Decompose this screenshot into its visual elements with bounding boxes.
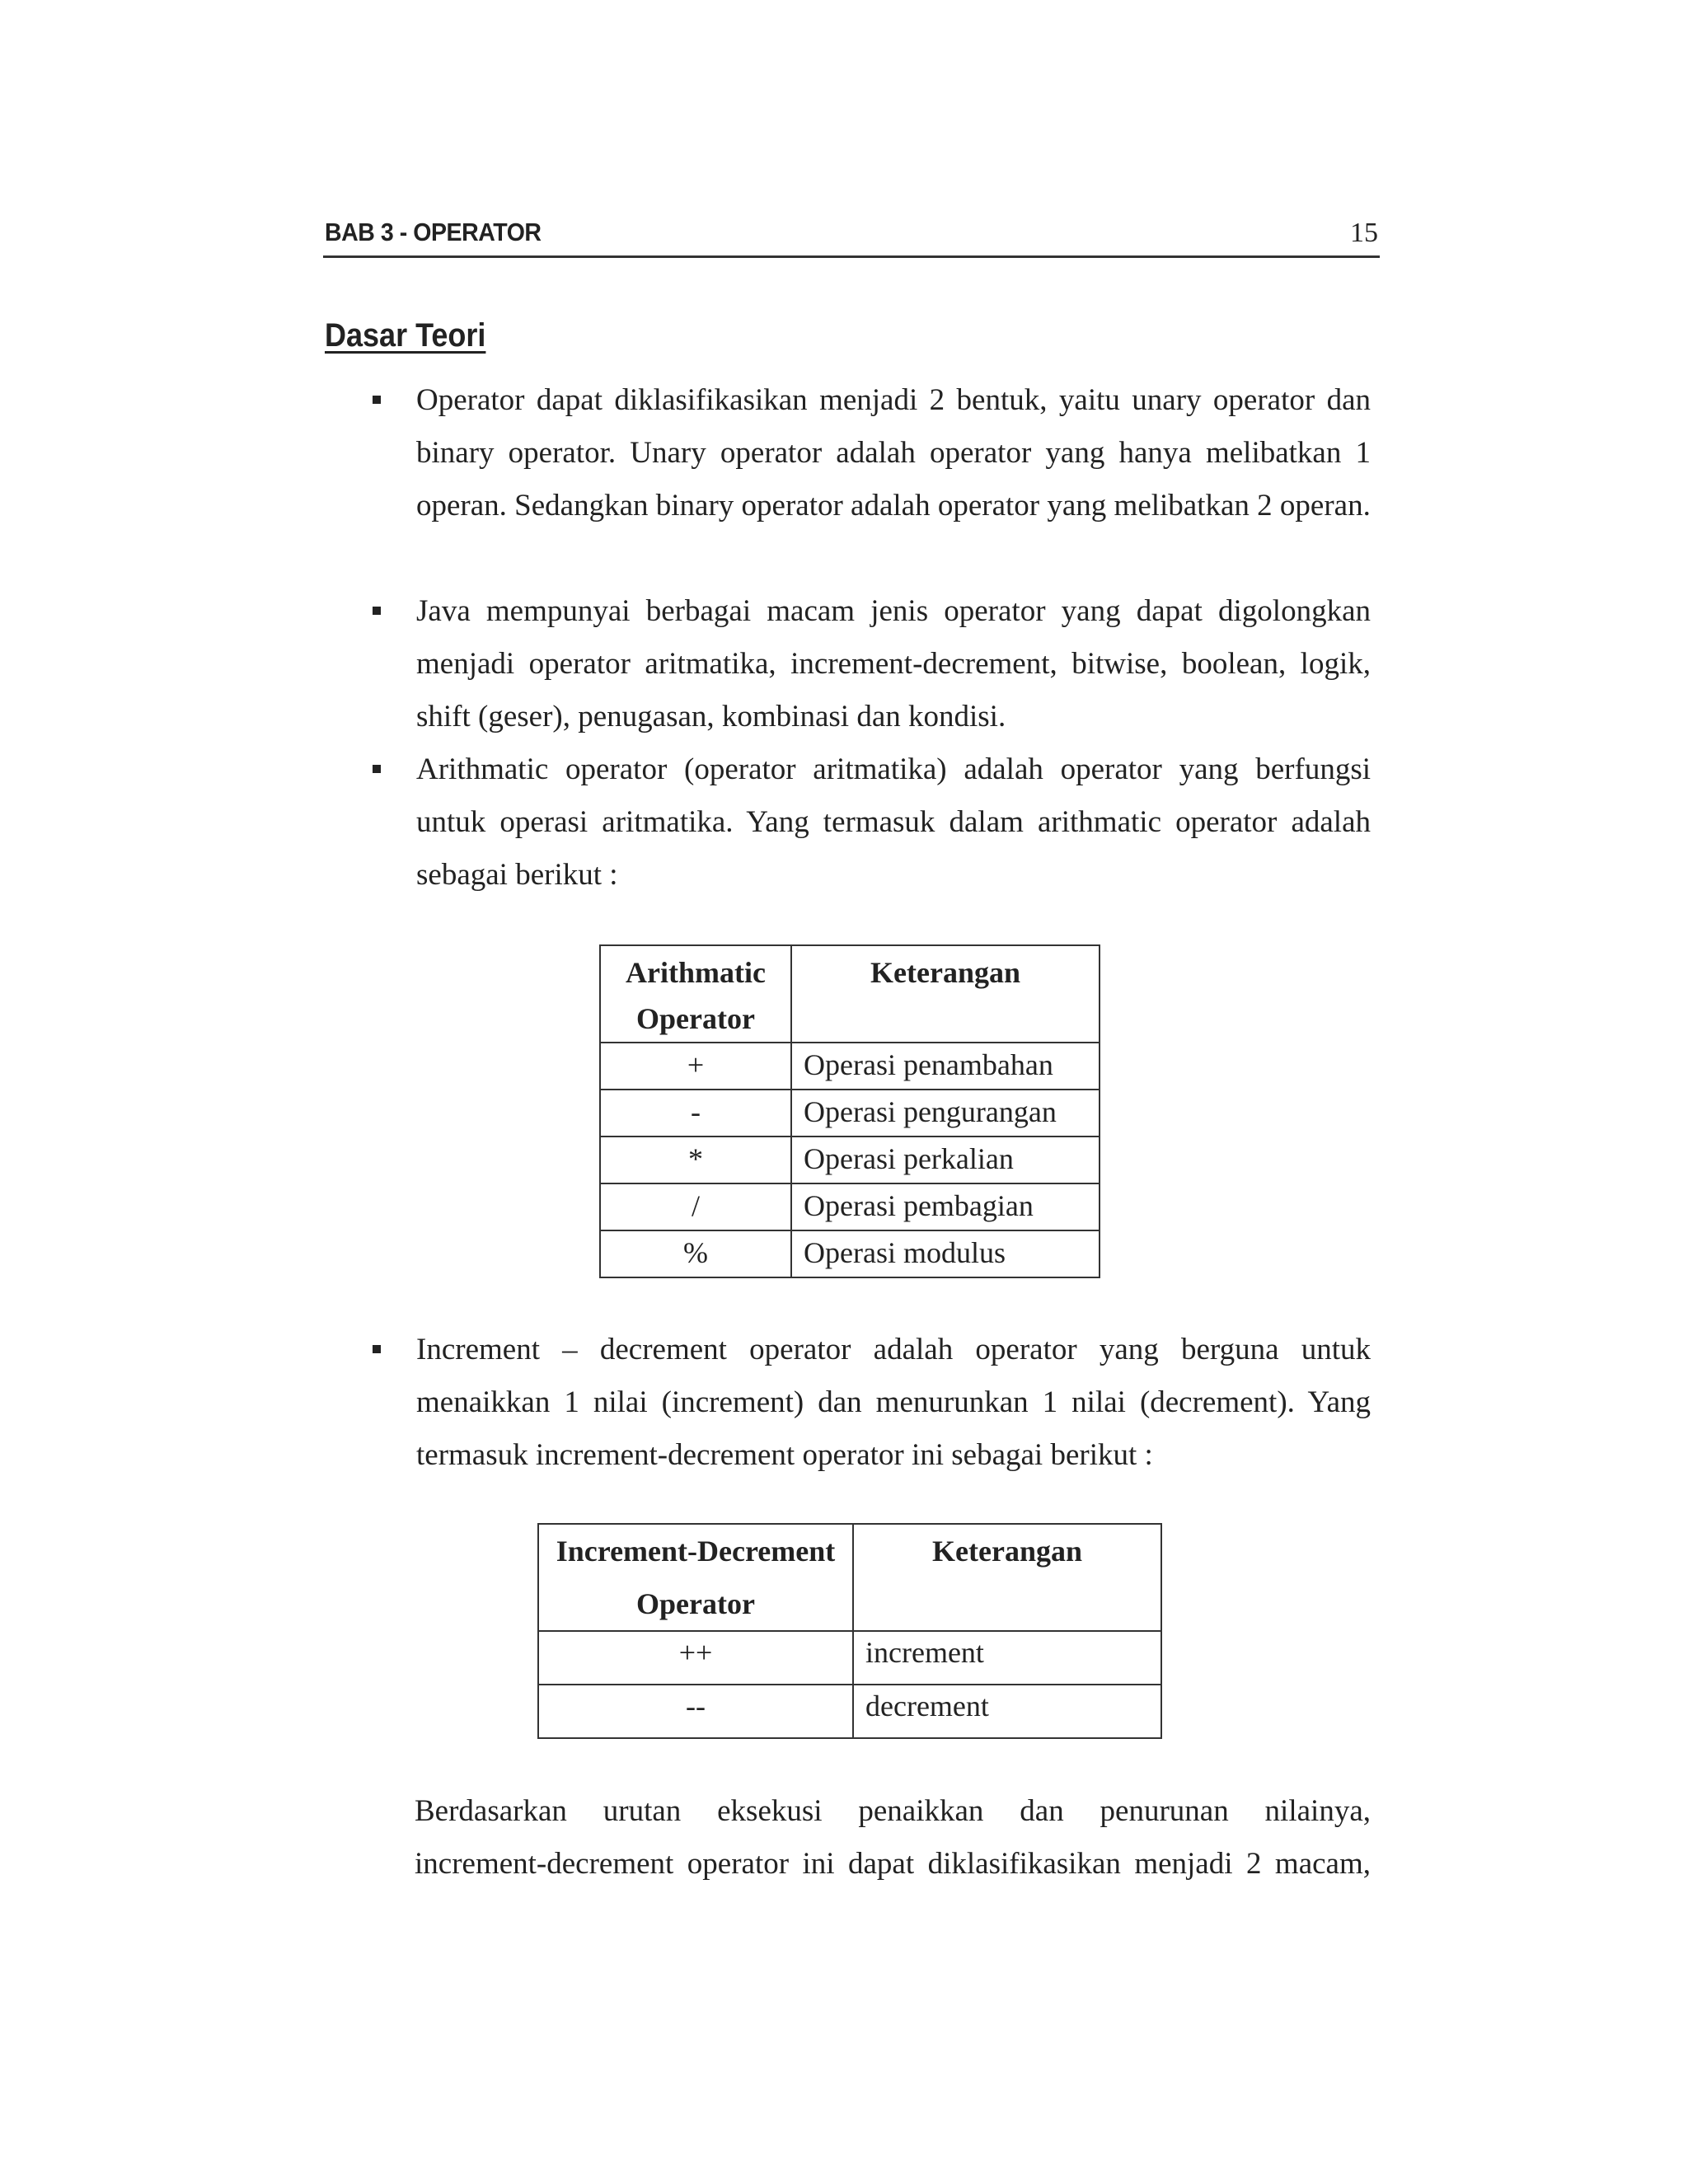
- table-row: [600, 1043, 1100, 1090]
- table-header-cell: Keterangan: [853, 1524, 1161, 1631]
- header-line: Arithmatic: [626, 956, 766, 989]
- table-header-row: [538, 1524, 1161, 1631]
- bullet-paragraph: Java mempunyai berbagai macam jenis operator yang dapat digolongkan menjadi operator aritmatika, increment-decrement, bitwise, boolean, logik, shift (geser), penugasan, kombinasi dan kondisi.: [416, 594, 1371, 733]
- table-row: [538, 1685, 1161, 1738]
- paragraph-line: Berdasarkan urutan eksekusi penaikkan dan penurunan nilainya,: [415, 1794, 1371, 1828]
- table-header-cell: Keterangan: [791, 945, 1100, 1043]
- description-cell: decrement: [853, 1685, 1161, 1738]
- chapter-title: BAB 3 - OPERATOR: [325, 218, 542, 246]
- operator-cell: *: [600, 1137, 791, 1183]
- header-line: Operator: [636, 1002, 755, 1035]
- description-cell: Operasi perkalian: [791, 1137, 1100, 1183]
- header-line: Operator: [636, 1587, 755, 1620]
- operator-cell: --: [538, 1685, 853, 1738]
- bullet-paragraph: Arithmatic operator (operator aritmatika) adalah operator yang berfungsi untuk operasi aritmatika. Yang termasuk dalam arithmatic operator adalah sebagai berikut :: [416, 752, 1371, 892]
- bullet-marker-icon: [373, 1345, 381, 1353]
- page-number: 15: [1350, 218, 1378, 248]
- bullet-paragraph: Operator dapat diklasifikasikan menjadi 2 bentuk, yaitu unary operator dan binary operator. Unary operator adalah operator yang hanya melibatkan 1 operan. Sedangkan binary operator adalah operator yang melibatkan 2 operan.: [416, 383, 1371, 523]
- paragraph-line: increment-decrement operator ini dapat diklasifikasikan menjadi 2 macam,: [415, 1847, 1371, 1881]
- table-header-cell: [538, 1524, 853, 1631]
- increment-decrement-operator-table: [537, 1523, 1162, 1739]
- operator-cell: %: [600, 1230, 791, 1277]
- bullet-marker-icon: [373, 765, 381, 773]
- table-row: [600, 1090, 1100, 1137]
- closing-paragraph: [415, 1785, 1371, 1891]
- description-cell: Operasi modulus: [791, 1230, 1100, 1277]
- description-cell: Operasi pembagian: [791, 1183, 1100, 1230]
- table-row: [600, 1183, 1100, 1230]
- description-cell: Operasi pengurangan: [791, 1090, 1100, 1137]
- section-title: Dasar Teori: [325, 317, 486, 354]
- arithmetic-operator-table: [599, 944, 1100, 1278]
- table-header-cell: [600, 945, 791, 1043]
- header-line: Increment-Decrement: [556, 1535, 836, 1568]
- operator-cell: +: [600, 1043, 791, 1090]
- operator-cell: /: [600, 1183, 791, 1230]
- operator-cell: -: [600, 1090, 791, 1137]
- description-cell: Operasi penambahan: [791, 1043, 1100, 1090]
- table-row: [600, 1137, 1100, 1183]
- table-row: [600, 1230, 1100, 1277]
- bullet-marker-icon: [373, 607, 381, 615]
- bullet-marker-icon: [373, 396, 381, 404]
- table-header-row: [600, 945, 1100, 1043]
- table-row: [538, 1631, 1161, 1685]
- operator-cell: ++: [538, 1631, 853, 1685]
- bullet-paragraph: Increment – decrement operator adalah operator yang berguna untuk menaikkan 1 nilai (increment) dan menurunkan 1 nilai (decrement). Yang termasuk increment-decrement operator ini sebagai berikut :: [416, 1333, 1371, 1472]
- description-cell: increment: [853, 1631, 1161, 1685]
- running-header: [323, 216, 1380, 258]
